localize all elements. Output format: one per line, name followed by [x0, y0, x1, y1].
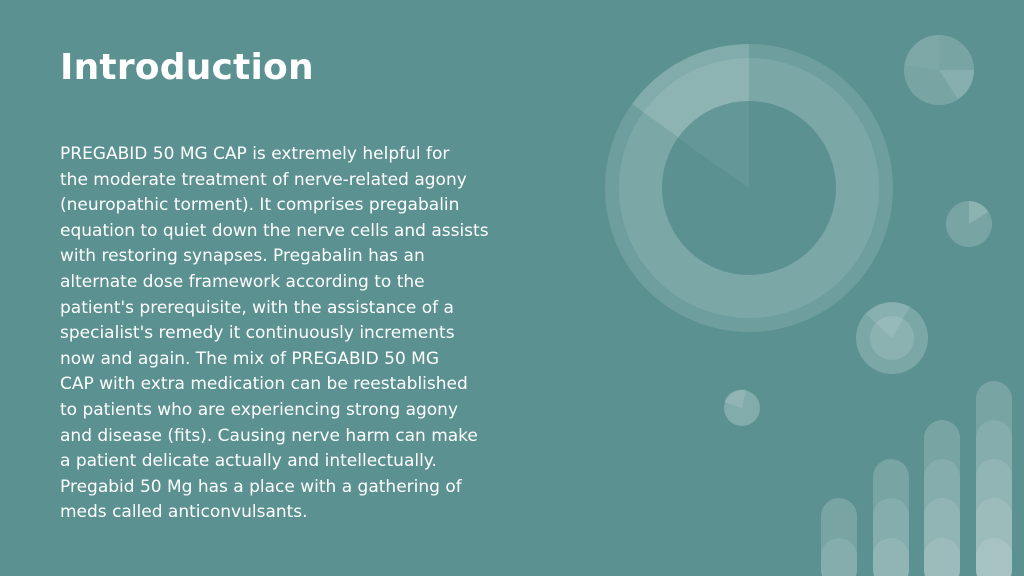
body-line: CAP with extra medication can be reestablished [60, 374, 468, 395]
body-line: with restoring synapses. Pregabalin has an [60, 246, 425, 267]
pie-chart-icon-tiny [724, 389, 760, 426]
body-line: PREGABID 50 MG CAP is extremely helpful for [60, 144, 450, 164]
body-line: meds called anticonvulsants. [60, 502, 308, 523]
body-line: alternate dose framework according to the [60, 271, 425, 292]
pie-chart-icon-large [904, 35, 974, 105]
body-line: the moderate treatment of nerve-related agony [60, 169, 467, 190]
body-line: patient's prerequisite, with the assistance of a [60, 297, 454, 318]
donut-chart-icon-small [856, 302, 928, 374]
body-line: to patients who are experiencing strong agony [60, 399, 459, 420]
body-line: Pregabid 50 Mg has a place with a gathering of [60, 476, 462, 497]
body-line: equation to quiet down the nerve cells and assists [60, 220, 489, 241]
body-line: and disease (fits). Causing nerve harm can make [60, 425, 478, 446]
body-line: a patient delicate actually and intellectually. [60, 451, 437, 472]
rounded-bar-chart-icon [821, 381, 1012, 576]
slide-title: Introduction [60, 47, 314, 88]
pie-chart-icon-small [946, 201, 992, 247]
body-line: specialist's remedy it continuously increments [60, 323, 455, 344]
large-donut-chart-icon [605, 44, 893, 332]
body-line: now and again. The mix of PREGABID 50 MG [60, 348, 440, 369]
body-line: (neuropathic torment). It comprises pregabalin [60, 195, 460, 216]
